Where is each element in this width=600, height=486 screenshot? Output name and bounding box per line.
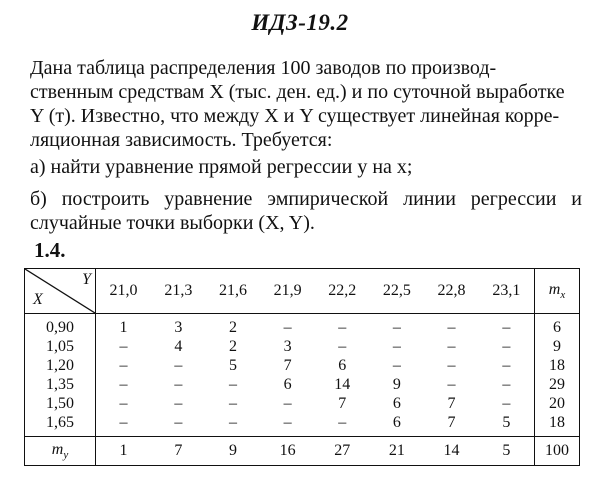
freq-cell: – xyxy=(502,375,511,393)
freq-cell: 4 xyxy=(174,337,183,355)
freq-cell: – xyxy=(392,337,401,355)
freq-cell: – xyxy=(119,413,128,431)
my-label: m xyxy=(51,440,64,458)
freq-cell: – xyxy=(174,356,183,374)
my-subscript: y xyxy=(63,449,69,462)
table-row xyxy=(25,394,580,413)
x-value: 0,90 xyxy=(25,314,96,338)
freq-cell: 5 xyxy=(229,356,238,374)
x-value: 1,20 xyxy=(25,356,96,375)
y-header: 22,5 xyxy=(370,269,425,314)
mx-subscript: x xyxy=(560,289,566,302)
freq-cell: 3 xyxy=(283,337,292,355)
freq-cell: – xyxy=(338,318,347,336)
task-a: а) найти уравнение прямой регрессии y на x; xyxy=(30,156,413,178)
document-title: ИДЗ-19.2 xyxy=(251,10,349,35)
mx-value: 18 xyxy=(535,356,580,375)
task-b-line: б) построить уравнение эмпирической линии регрессии и xyxy=(30,188,582,210)
freq-cell: – xyxy=(174,375,183,393)
problem-statement xyxy=(30,56,582,152)
freq-cell: 5 xyxy=(502,413,511,431)
freq-cell: 2 xyxy=(229,337,238,355)
freq-cell: 6 xyxy=(392,413,401,431)
mx-value: 9 xyxy=(535,337,580,356)
corner-cell xyxy=(25,269,96,314)
my-value: 1 xyxy=(96,437,152,466)
statement-line: Дана таблица распределения 100 заводов по производ- xyxy=(30,57,497,79)
mx-value: 18 xyxy=(535,413,580,437)
x-value: 1,35 xyxy=(25,375,96,394)
freq-cell: 6 xyxy=(283,375,292,393)
freq-cell: – xyxy=(229,413,238,431)
freq-cell: 3 xyxy=(174,318,183,336)
corner-label-y: Y xyxy=(82,271,91,288)
freq-cell: 7 xyxy=(283,356,292,374)
table-row xyxy=(25,375,580,394)
my-value: 27 xyxy=(315,437,370,466)
freq-cell: – xyxy=(338,413,347,431)
mx-value: 29 xyxy=(535,375,580,394)
freq-cell: – xyxy=(502,337,511,355)
freq-cell: – xyxy=(229,394,238,412)
freq-cell: – xyxy=(502,356,511,374)
my-value: 21 xyxy=(370,437,425,466)
freq-cell: – xyxy=(447,337,456,355)
table-header-row xyxy=(25,269,580,314)
freq-cell: – xyxy=(119,356,128,374)
y-header: 23,1 xyxy=(479,269,535,314)
freq-cell: 14 xyxy=(334,375,351,393)
task-b-line: случайные точки выборки (X, Y). xyxy=(30,212,315,234)
statement-line: Y (т). Известно, что между X и Y существует линейная корре- xyxy=(30,105,560,127)
freq-cell: 6 xyxy=(392,394,401,412)
x-value: 1,05 xyxy=(25,337,96,356)
x-value: 1,65 xyxy=(25,413,96,437)
freq-cell: 2 xyxy=(229,318,238,336)
freq-cell: 7 xyxy=(447,413,456,431)
x-value: 1,50 xyxy=(25,394,96,413)
y-header: 21,3 xyxy=(151,269,206,314)
mx-value: 20 xyxy=(535,394,580,413)
statement-line: ственным средствам X (тыс. ден. ед.) и по суточной выработке xyxy=(30,81,565,103)
freq-cell: – xyxy=(119,375,128,393)
freq-cell: – xyxy=(392,318,401,336)
total-value: 100 xyxy=(535,437,580,466)
y-header: 22,2 xyxy=(315,269,370,314)
freq-cell: – xyxy=(174,394,183,412)
y-header: 22,8 xyxy=(424,269,479,314)
my-value: 5 xyxy=(479,437,535,466)
freq-cell: – xyxy=(229,375,238,393)
corner-label-x: X xyxy=(33,291,43,308)
distribution-table xyxy=(24,268,580,466)
mx-value: 6 xyxy=(535,314,580,338)
table-row xyxy=(25,337,580,356)
table-row xyxy=(25,356,580,375)
freq-cell: – xyxy=(502,394,511,412)
my-value: 14 xyxy=(424,437,479,466)
freq-cell: – xyxy=(283,394,292,412)
my-value: 9 xyxy=(206,437,261,466)
my-header xyxy=(25,437,96,466)
freq-cell: – xyxy=(283,413,292,431)
freq-cell: 6 xyxy=(338,356,347,374)
y-header: 21,6 xyxy=(206,269,261,314)
mx-header xyxy=(535,269,580,314)
freq-cell: – xyxy=(447,375,456,393)
freq-cell: 9 xyxy=(392,375,401,393)
freq-cell: – xyxy=(447,318,456,336)
mx-label: m xyxy=(548,280,561,298)
freq-cell: – xyxy=(174,413,183,431)
y-header: 21,0 xyxy=(96,269,152,314)
freq-cell: – xyxy=(119,394,128,412)
freq-cell: 1 xyxy=(119,318,128,336)
y-header: 21,9 xyxy=(260,269,315,314)
table-footer-row xyxy=(25,437,580,466)
my-value: 16 xyxy=(260,437,315,466)
variant-number: 1.4. xyxy=(34,238,66,262)
freq-cell: – xyxy=(119,337,128,355)
table-row xyxy=(25,314,580,338)
freq-cell: – xyxy=(392,356,401,374)
freq-cell: – xyxy=(447,356,456,374)
freq-cell: 7 xyxy=(338,394,347,412)
my-value: 7 xyxy=(151,437,206,466)
statement-line: ляционная зависимость. Требуется: xyxy=(30,129,333,151)
task-b xyxy=(30,187,582,235)
freq-cell: 7 xyxy=(447,394,456,412)
table-row xyxy=(25,413,580,437)
freq-cell: – xyxy=(283,318,292,336)
freq-cell: – xyxy=(502,318,511,336)
freq-cell: – xyxy=(338,337,347,355)
